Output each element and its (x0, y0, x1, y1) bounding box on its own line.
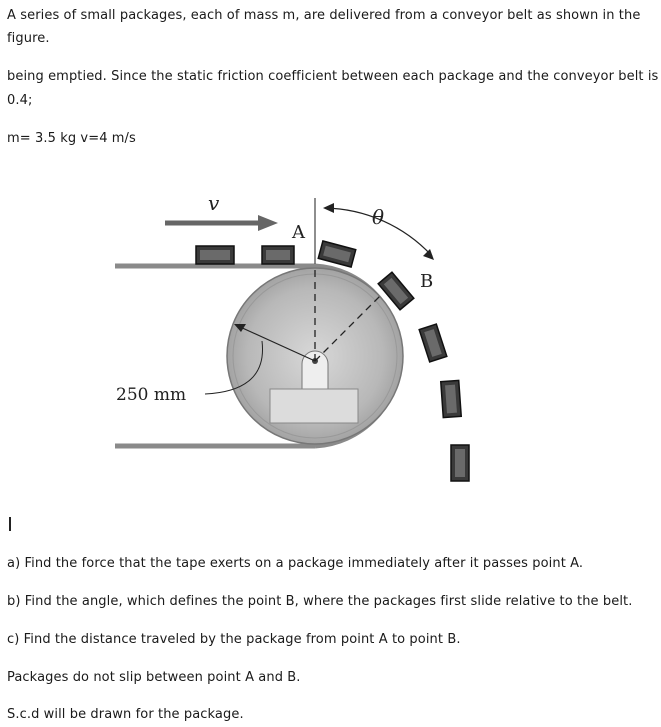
given-values: m= 3.5 kg v=4 m/s (7, 131, 136, 146)
question-a: a) Find the force that the tape exerts on a package immediately after it passes point A. (7, 556, 584, 571)
package-7 (451, 445, 469, 481)
label-theta: θ (372, 205, 385, 229)
package-3 (318, 241, 356, 267)
text-cursor (9, 517, 11, 531)
note-free-body-diagram: S.c.d will be drawn for the package. (7, 707, 244, 722)
question-b: b) Find the angle, which defines the point B, where the packages first slide relative to the belt. (7, 594, 633, 609)
question-c: c) Find the distance traveled by the package from point A to point B. (7, 632, 461, 647)
label-v: v (208, 191, 220, 215)
drum-support-base (270, 389, 358, 423)
conveyor-diagram (110, 186, 500, 486)
package-2-face (266, 250, 290, 260)
velocity-arrowhead (258, 215, 278, 231)
theta-arc-arrowhead (323, 203, 334, 213)
label-radius: 250 mm (116, 385, 187, 405)
label-a: A (292, 222, 305, 243)
problem-context-line-2: 0.4; (7, 93, 33, 108)
package-1-face (200, 250, 230, 260)
problem-context-line-1: being emptied. Since the static friction coefficient between each package and the conveyor belt is (7, 69, 659, 84)
problem-intro-line-2: figure. (7, 31, 50, 46)
note-no-slip: Packages do not slip between point A and B. (7, 670, 301, 685)
package-6 (441, 380, 461, 417)
label-b: B (420, 271, 434, 292)
package-5 (419, 324, 447, 362)
problem-intro-line-1: A series of small packages, each of mass m, are delivered from a conveyor belt as shown in the (7, 8, 641, 23)
theta-arc-arrowhead-end (423, 249, 434, 260)
conveyor-figure (110, 186, 500, 486)
